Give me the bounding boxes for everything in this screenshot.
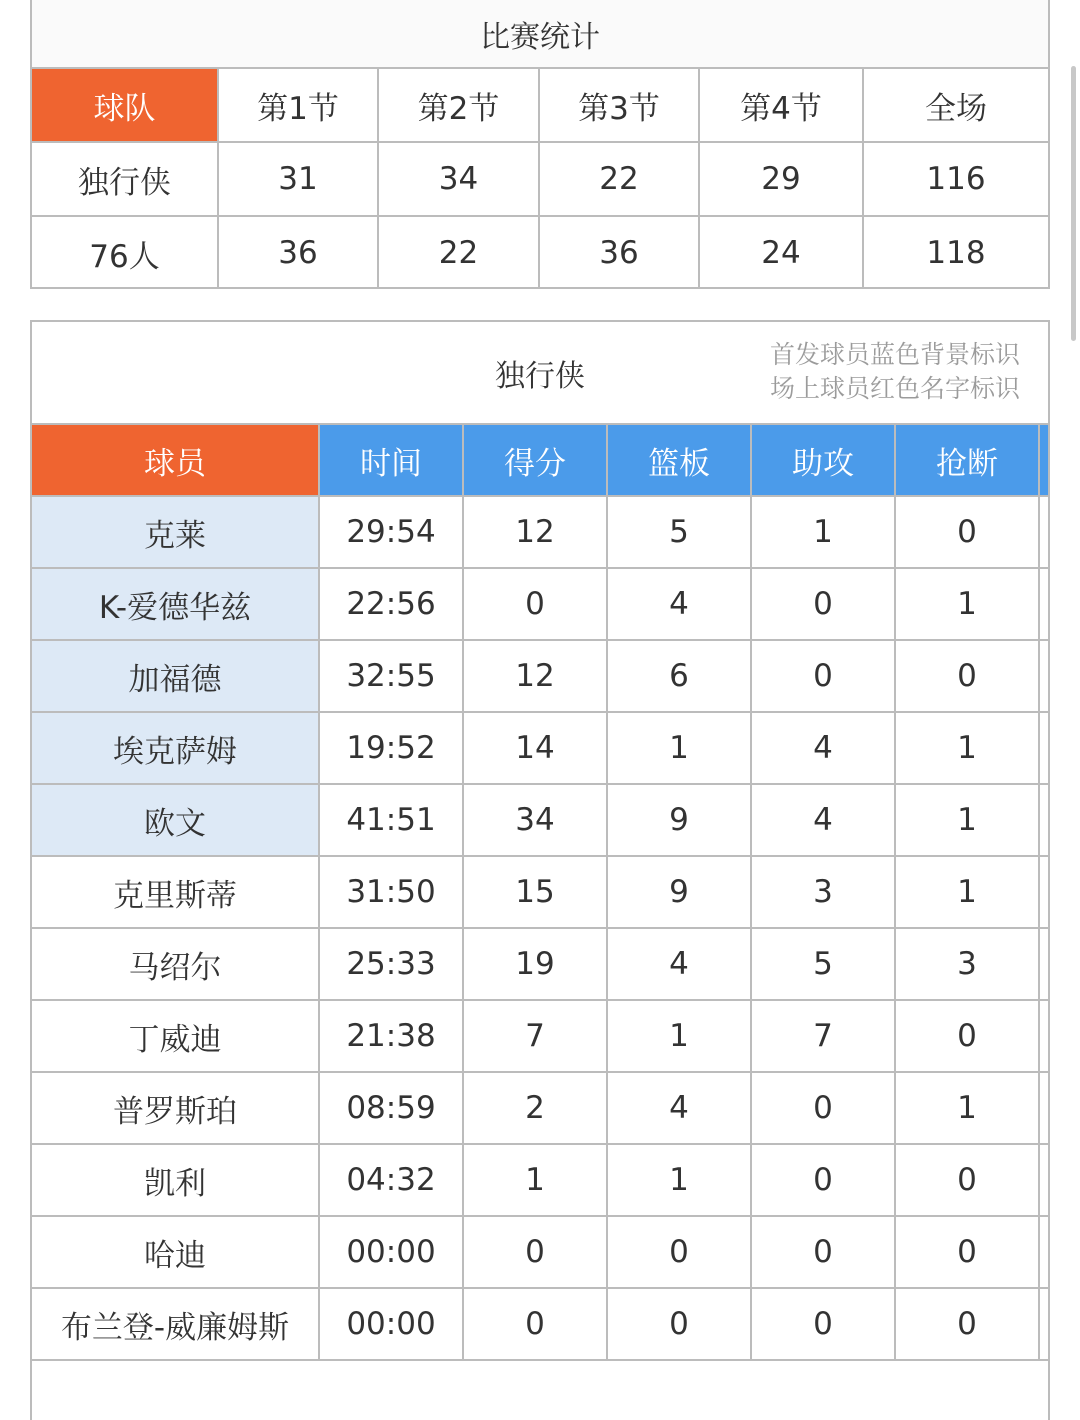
player-steals: 1 [895,784,1039,856]
player-points: 14 [463,712,607,784]
overflow-column-cell [1039,856,1048,928]
table-row [32,712,1048,784]
player-time: 21:38 [319,1000,463,1072]
player-time: 41:51 [319,784,463,856]
summary-row-76ers [32,216,1048,289]
player-rebounds: 5 [607,496,751,568]
player-rebounds: 4 [607,1072,751,1144]
player-stats-table [32,425,1048,1361]
overflow-column-cell [1039,640,1048,712]
player-time: 08:59 [319,1072,463,1144]
overflow-column-cell [1039,1144,1048,1216]
player-assists: 0 [751,1216,895,1288]
overflow-column-cell [1039,712,1048,784]
legend-oncourt-note: 场上球员红色名字标识 [769,374,1020,403]
player-name: 欧文 [32,784,319,856]
q3-score: 22 [539,142,699,216]
player-steals: 0 [895,640,1039,712]
player-steals: 1 [895,568,1039,640]
player-steals: 1 [895,856,1039,928]
player-points: 7 [463,1000,607,1072]
q1-score: 36 [218,216,378,289]
boxscore-header [32,322,1048,425]
player-steals: 0 [895,1144,1039,1216]
boxscore-legend [770,338,1020,406]
boxscore-team-title: 独行侠 [495,358,585,394]
team-name: 76人 [32,216,218,289]
table-row [32,640,1048,712]
player-assists: 4 [751,712,895,784]
player-boxscore [30,320,1050,1420]
player-assists: 3 [751,856,895,928]
overflow-column-cell [1039,1216,1048,1288]
player-name: 普罗斯珀 [32,1072,319,1144]
player-points: 19 [463,928,607,1000]
player-assists: 7 [751,1000,895,1072]
player-name: 哈迪 [32,1216,319,1288]
header-q3: 第3节 [539,69,699,142]
table-row [32,1000,1048,1072]
legend-starter-note: 首发球员蓝色背景标识 [769,340,1020,369]
player-time: 25:33 [319,928,463,1000]
player-name: 凯利 [32,1144,319,1216]
player-time: 00:00 [319,1216,463,1288]
player-steals: 1 [895,712,1039,784]
player-name: 马绍尔 [32,928,319,1000]
quarter-score-table [32,69,1048,289]
header-time: 时间 [319,425,463,496]
header-assists: 助攻 [751,425,895,496]
player-assists: 0 [751,1288,895,1360]
table-row [32,928,1048,1000]
player-steals: 3 [895,928,1039,1000]
player-time: 31:50 [319,856,463,928]
player-rebounds: 6 [607,640,751,712]
player-table-header-row [32,425,1048,496]
player-name: 丁威迪 [32,1000,319,1072]
player-assists: 0 [751,568,895,640]
overflow-column-cell [1039,1000,1048,1072]
header-overflow-column [1039,425,1048,496]
player-rebounds: 0 [607,1216,751,1288]
header-q1: 第1节 [218,69,378,142]
total-score: 118 [863,216,1048,289]
player-rebounds: 4 [607,928,751,1000]
table-row [32,1072,1048,1144]
player-time: 32:55 [319,640,463,712]
player-steals: 0 [895,1216,1039,1288]
player-rebounds: 9 [607,784,751,856]
overflow-column-cell [1039,1288,1048,1360]
player-points: 12 [463,640,607,712]
player-points: 15 [463,856,607,928]
player-name: 布兰登-威廉姆斯 [32,1288,319,1360]
summary-header-row [32,69,1048,142]
table-row [32,784,1048,856]
player-steals: 1 [895,1072,1039,1144]
player-rows [32,496,1048,1360]
q4-score: 29 [699,142,863,216]
player-rebounds: 1 [607,1000,751,1072]
overflow-column-cell [1039,928,1048,1000]
player-assists: 0 [751,1144,895,1216]
player-points: 0 [463,568,607,640]
header-steals: 抢断 [895,425,1039,496]
q3-score: 36 [539,216,699,289]
player-rebounds: 1 [607,712,751,784]
player-points: 0 [463,1288,607,1360]
team-name: 独行侠 [32,142,218,216]
summary-row-mavericks [32,142,1048,216]
player-time: 04:32 [319,1144,463,1216]
player-name: 埃克萨姆 [32,712,319,784]
player-rebounds: 1 [607,1144,751,1216]
header-q2: 第2节 [378,69,539,142]
player-rebounds: 0 [607,1288,751,1360]
table-row [32,496,1048,568]
player-assists: 0 [751,1072,895,1144]
header-q4: 第4节 [699,69,863,142]
player-points: 1 [463,1144,607,1216]
player-name: 克里斯蒂 [32,856,319,928]
player-name: 加福德 [32,640,319,712]
player-points: 34 [463,784,607,856]
table-row [32,568,1048,640]
player-assists: 4 [751,784,895,856]
player-steals: 0 [895,1000,1039,1072]
table-row [32,856,1048,928]
player-points: 2 [463,1072,607,1144]
player-points: 0 [463,1216,607,1288]
overflow-column-cell [1039,496,1048,568]
q2-score: 22 [378,216,539,289]
header-player: 球员 [32,425,319,496]
page-scrollbar[interactable] [1071,66,1076,341]
overflow-column-cell [1039,1072,1048,1144]
player-rebounds: 9 [607,856,751,928]
total-score: 116 [863,142,1048,216]
player-steals: 0 [895,496,1039,568]
player-time: 00:00 [319,1288,463,1360]
table-row [32,1288,1048,1360]
header-total: 全场 [863,69,1048,142]
header-points: 得分 [463,425,607,496]
player-name: K-爱德华兹 [32,568,319,640]
player-time: 22:56 [319,568,463,640]
overflow-column-cell [1039,568,1048,640]
table-row [32,1144,1048,1216]
header-rebounds: 篮板 [607,425,751,496]
match-summary-table [30,0,1050,289]
player-time: 29:54 [319,496,463,568]
player-rebounds: 4 [607,568,751,640]
header-team: 球队 [32,69,218,142]
q1-score: 31 [218,142,378,216]
player-time: 19:52 [319,712,463,784]
q4-score: 24 [699,216,863,289]
overflow-column-cell [1039,784,1048,856]
player-assists: 5 [751,928,895,1000]
player-points: 12 [463,496,607,568]
summary-title: 比赛统计 [32,0,1048,69]
player-assists: 0 [751,640,895,712]
player-steals: 0 [895,1288,1039,1360]
q2-score: 34 [378,142,539,216]
player-assists: 1 [751,496,895,568]
player-name: 克莱 [32,496,319,568]
table-row [32,1216,1048,1288]
